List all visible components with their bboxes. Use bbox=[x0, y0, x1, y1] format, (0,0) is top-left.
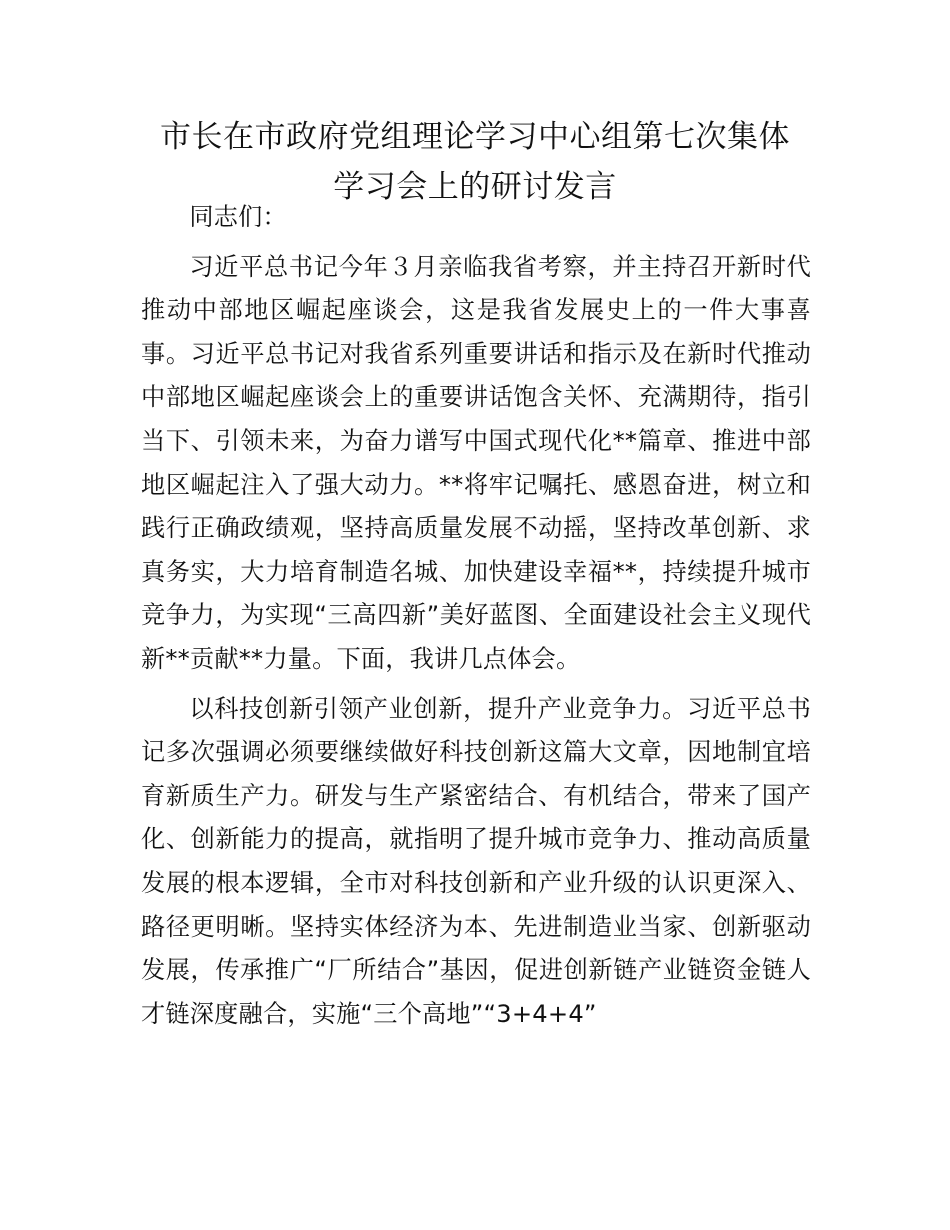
paragraph-1: 习近平总书记今年３月亲临我省考察，并主持召开新时代推动中部地区崛起座谈会，这是我省发展史上的一件大事喜事。习近平总书记对我省系列重要讲话和指示及在新时代推动中部地区崛起座谈会上的重要讲话饱含关怀、充满期待，指引当下、引领未来，为奋力谱写中国式现代化**篇章、推进中部地区崛起注入了强大动力。**将牢记嘱托、感恩奋进，树立和践行正确政绩观，坚持高质量发展不动摇，坚持改革创新、求真务实，大力培育制造名城、加快建设幸福**，持续提升城市竞争力，为实现“三高四新”美好蓝图、全面建设社会主义现代新**贡献**力量。下面，我讲几点体会。 bbox=[141, 252, 811, 673]
greeting: 同志们： bbox=[189, 203, 287, 231]
title-line-1: 市长在市政府党组理论学习中心组第七次集体 bbox=[160, 119, 790, 155]
title-line-2: 学习会上的研讨发言 bbox=[333, 169, 617, 205]
document-body bbox=[141, 196, 811, 1036]
paragraph-2: 以科技创新引领产业创新，提升产业竞争力。习近平总书记多次强调必须要继续做好科技创新这篇大文章，因地制宜培育新质生产力。研发与生产紧密结合、有机结合，带来了国产化、创新能力的提高，就指明了提升城市竞争力、推动高质量发展的根本逻辑，全市对科技创新和产业升级的认识更深入、路径更明晰。坚持实体经济为本、先进制造业当家、创新驱动发展，传承推广“厂所结合”基因，促进创新链产业链资金链人才链深度融合，实施“三个高地”“3+4+4” bbox=[141, 694, 811, 1028]
